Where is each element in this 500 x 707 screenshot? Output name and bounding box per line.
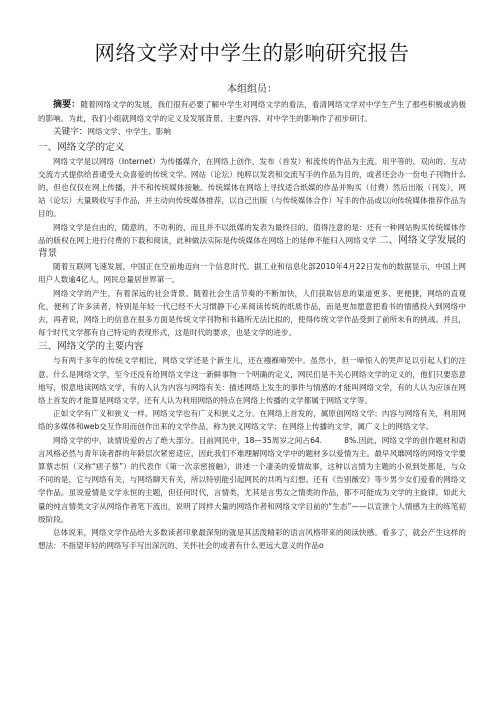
section-3-heading: 三、网络文学的主要内容 (38, 341, 144, 353)
section-1-paragraph-1: 网络文学是以网络（Internet）为传播媒介，在网络上创作、发布（首发）和流传的作品为主流。用平等的、双向的、互动交流方式提供给普通受大众喜爱的传统文学。网站（论坛）纯粹以发表和交流写手的作品为目的，或者还会办一份电子刊物什么的，但也仅仅在网上传播，并不和传统媒体接触。传统媒体在网络上寻找适合纸媒的作品并购买（付费）然后出版（刊发），网站（论坛）大量吸收写手作品，并主动向传统媒体推荐，以自己出版（与传统媒体合作）写手的作品或以向传统媒体推荐作品为目的。 (38, 156, 466, 219)
section-3-paragraph-3 (38, 434, 466, 526)
section-3-paragraph-3-part-1: 网络文学的中，谈情说爱的占了绝大部分。目前网民中，18—35周岁之间占64. (53, 435, 323, 445)
abstract-label: 摘要： (53, 100, 81, 110)
document-title: 网络文学对中学生的影响研究报告 (94, 41, 410, 65)
section-2-paragraph-1: 随着互联网飞速发展，中国正在空前地迈向一个信息时代。据工业和信息化部2010年4月22日发布的数据显示，中国上网用户人数逾4亿人，网民总量居世界第一。 (38, 262, 466, 285)
keywords-line (38, 125, 466, 139)
section-2-paragraph-2: 网络文学的产生，有着深远的社会背景。随着社会生活节奏的不断加快，人们获取信息的渠道更多、更便捷，网络的直观化，便利了许多读者，特别是年轻一代已经不大习惯静下心来阅读传统的纸质作品，而是更加愿意把看书的情感投入到网络中去，再者说，网络上的信息在很多方面是传统文学刊物和书籍所无法比拟的，使得传统文学作品受到了前所未有的挑战。并且，每个时代文学都有自己特定的表现形式，这是时代的要求，也是文学的进步。 (38, 288, 466, 338)
keywords-text: 网络文学、中学生、影响 (87, 127, 171, 137)
authors-line: 本组组员： (227, 84, 277, 95)
section-3-paragraph-2: 正如文学有广义和狭义一样。网络文学也有广义和狭义之分。在网络上首发的，属原创网络文学；内容与网络有关，利用网络的多媒体和web交互作用而创作出来的文学作品，称为狭义网络文学；在网络上传播的文学，属广义上的网络文学。 (38, 409, 466, 432)
section-1-heading: 一、网络文学的定义 (38, 141, 125, 153)
abstract-paragraph (38, 98, 466, 125)
abstract-text: 随着网络文学的发展，我们很有必要了解中学生对网络文学的看法，看清网络文学对中学生产生了那些积极或消极的影响。为此，我们小组就网络文学的定义及发展背景、主要内容、对中学生的影响作了初步研讨。 (38, 100, 466, 124)
keywords-label: 关键字： (53, 127, 88, 138)
section-2-heading: 二、网络文学发展的背景 (38, 234, 467, 260)
section-3-paragraph-1: 与有两千多年的传统文学相比，网络文学还是个新生儿，还在襁褓啼哭中。虽然小，但一啼惊人的哭声足以引起人们的注意。什么是网络文学，至今还没有给网络文学这一新鲜事物一个明确的定义，网民们是不关心网络文学的定义的，他们只要恣意地写，恨意地读网络文学，有的人认为内容与网络有关：描述网络上发生的事件与情感的才能叫网络文学，有的人认为应该在网络上首发的才能算是网络文学，还有人认为利用网络的特点在网络上传播的文学都属于网络文学等。 (38, 356, 466, 406)
section-3-paragraph-3-part-2: 8%.因此，网络文学的创作题材和语言风格必然与青年读者群的年龄层次紧密适应，因此我们不难理解网络文学中的题材多以爱情为主。最早风靡网络的网络文学要算蔡志恒（又称“痞子蔡”）的代表作《第一次亲密接触》，讲述一个凄美的爱情故事，这种以言情为主题的小说到处都是，与众不同的是，它与网络有关，与网络聊天有关，所以特别能引起网民的共鸣与幻想。还有《告别薇安》等少男少女们爱看的网络文学作品。虽说爱情是文学永恒的主题，但任何时代，言情类，尤其是言男女之情类的作品，都不可能成为文学的主旋律。如此大量的纯言情类文字从网络作者笔下流出，说明了同样大量的网络作者和网络文学目前的“生态”——以宣泄个人情感为主的练笔初级阶段。 (38, 435, 466, 524)
section-3-paragraph-4: 总体说来，网络文学作品给大多数读者印象最深刻的就是其活泼精彩的语言风格带来的阅读快感。看多了，就会产生这样的想法：不指望年轻的网络写手写出深沉的、关怀社会的或者有什么更远大意义的作品o (38, 528, 466, 551)
section-1-paragraph-2-text: 网络文学是自由的，随意的，不功利的，而且并不以纸媒的发表为最终目的。值得注意的是：还有一种网站购买传统媒体作品的版权在网上进行付费的下载和阅读，此种做法实际是传统媒体在网络上的延伸不能归入网络文学 (38, 222, 466, 245)
section-1-paragraph-2 (38, 221, 466, 261)
